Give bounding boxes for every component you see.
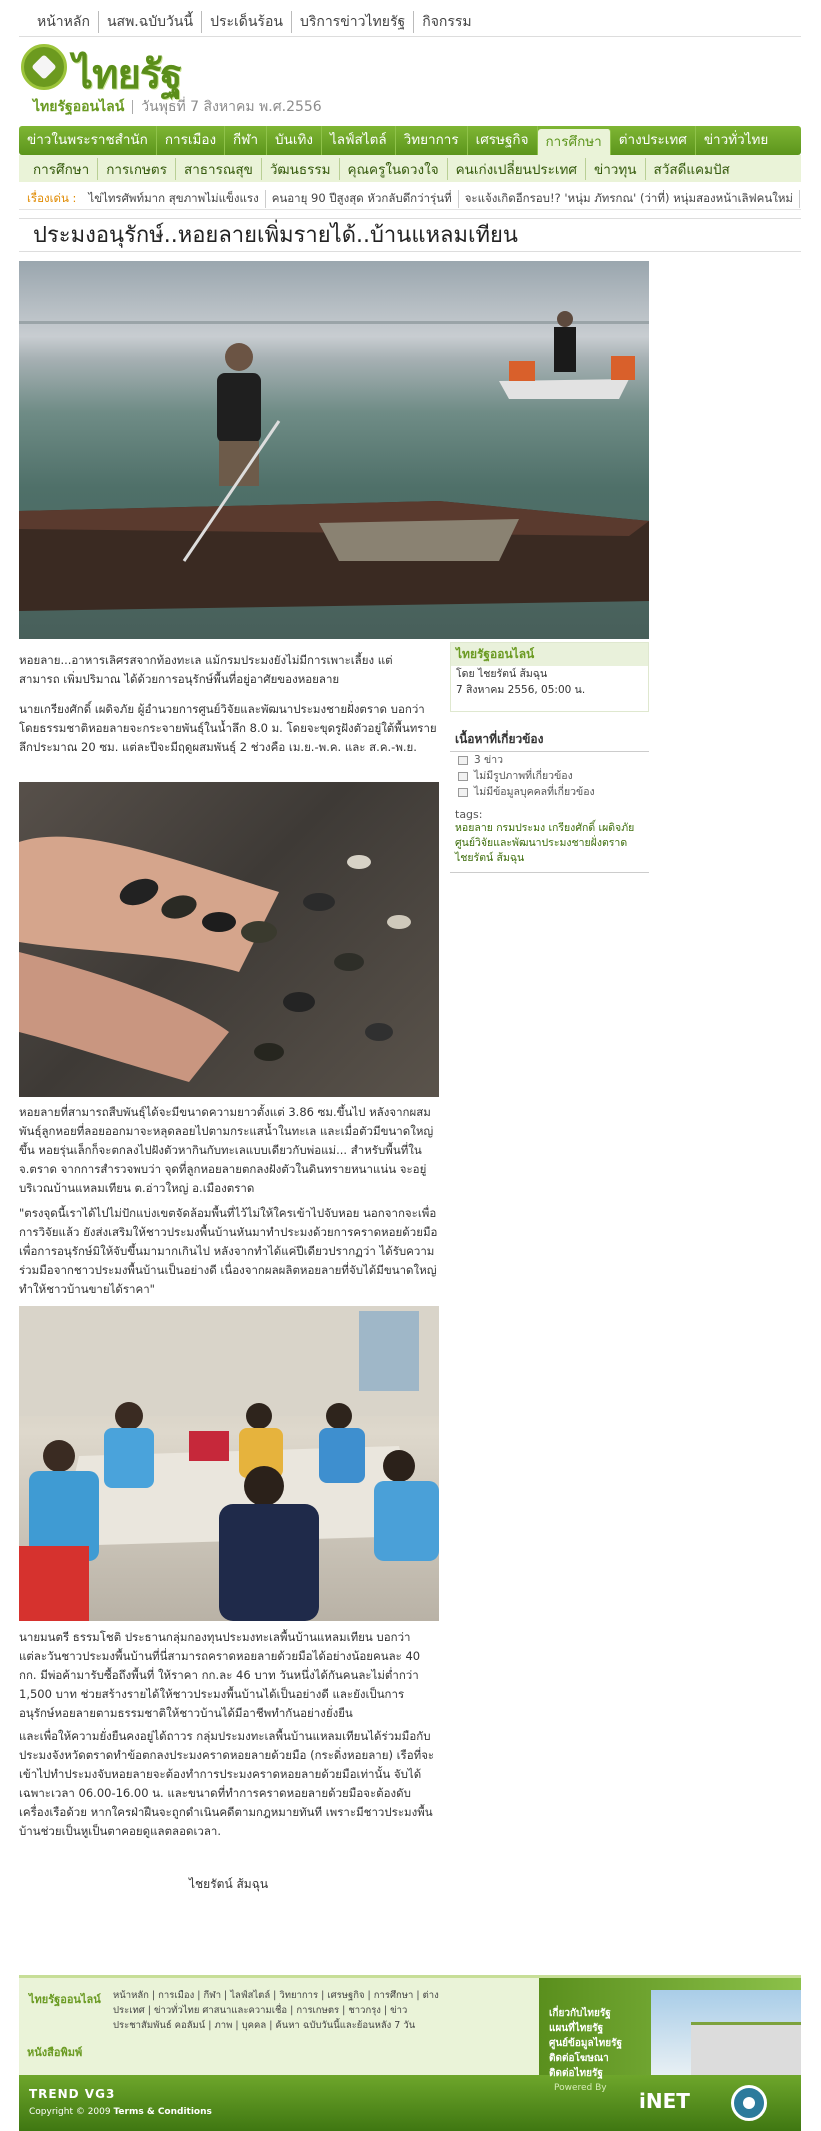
page	[19, 0, 801, 2131]
article-byline: ไชยรัตน์ ส้มฉุน	[189, 1877, 269, 1891]
site-logo[interactable]	[21, 42, 191, 98]
article-title: ประมงอนุรักษ์..หอยลายเพิ่มรายได้..บ้านแหลมเทียน	[33, 223, 518, 248]
top-links	[29, 12, 480, 32]
subnav-talents[interactable]: คนเก่งเปลี่ยนประเทศ	[448, 158, 586, 180]
related-people-label: ไม่มีข้อมูลบุคคลที่เกี่ยวข้อง	[474, 786, 595, 798]
photo-boat-illustration	[19, 261, 649, 639]
eye-logo-icon[interactable]	[731, 2085, 767, 2121]
main-nav	[19, 126, 801, 155]
article-paragraph: "ตรงจุดนี้เราได้ไปไม่ปักแบ่งเขตจัดล้อมพื้นที่ไว้ไม่ให้ใครเข้าไปจับหอย นอกจากจะเพื่อการวิจัยแล้ว ยังส่งเสริมให้ชาวประมงพื้นบ้านหันมาทำประมงด้วยการคราดหอยด้วยมือ เพื่อการอนุรักษ์มิให้จับขึ้นมามากเกินไป หลังจากทำได้แค่ปีเดียวปรากฏว่า ได้รับความร่วมมือจากชาวประมงพื้นบ้านเป็นอย่างดี เนื่องจากผลผลิตหอยลายที่จับได้มีขนาดใหญ่ ทำให้ชาวบ้านขายได้ราคา"	[19, 1206, 438, 1296]
site-line	[33, 96, 322, 118]
nav-economy[interactable]: เศรษฐกิจ	[468, 126, 538, 155]
related-header: เนื้อหาที่เกี่ยวข้อง	[450, 728, 649, 752]
article-paragraph: หอยลายที่สามารถสืบพันธุ์ได้จะมีขนาดความยาวตั้งแต่ 3.86 ซม.ขึ้นไป หลังจากผสมพันธุ์ลูกหอยที่ลอยออกมาจะหลุดลอยไปตามกระแสน้ำในทะเล และเมื่อตัวมีขนาดใหญ่ขึ้น หอยรุ่นเล็กก็จะตกลงไปฝังตัวหากินกับทะเลแบบเดียวกับพ่อแม่... สำหรับพื้นที่ใน จ.ตราด จากการสำรวจพบว่า จุดที่ลูกหอยลายตกลงฝังตัวในดินทรายหนาแน่น จะอยู่บริเวณบ้านแหลมเทียน ต.อ่าวใหญ่ อ.เมืองตราด	[19, 1105, 434, 1195]
article-info-box	[450, 642, 649, 712]
subnav-scholarships[interactable]: ข่าวทุน	[586, 158, 646, 180]
subnav-public-health[interactable]: สาธารณสุข	[176, 158, 262, 180]
footer-promo-links	[549, 2006, 622, 2081]
photo-boat-clam-harvest	[19, 261, 649, 639]
ticker-item[interactable]: ไข่ไทรศัพท์มาก สุขภาพไม่แข็งแรง	[82, 190, 265, 208]
copyright-text: Copyright © 2009	[29, 2107, 111, 2117]
subnav-education[interactable]: การศึกษา	[25, 158, 98, 180]
info-box-header: ไทยรัฐออนไลน์	[451, 643, 648, 666]
ticker-label: เรื่องเด่น :	[27, 190, 77, 205]
promo-link-info-center[interactable]: ศูนย์ข้อมูลไทยรัฐ	[549, 2038, 622, 2049]
footer-bottom-bar	[19, 2075, 801, 2131]
promo-link-about[interactable]: เกี่ยวกับไทยรัฐ	[549, 2008, 611, 2019]
related-news-count[interactable]	[450, 752, 649, 768]
footer-newspaper[interactable]: หนังสือพิมพ์	[27, 2046, 83, 2059]
headline-ticker	[19, 188, 801, 210]
related-news-label: 3 ข่าว	[474, 754, 503, 766]
promo-link-contact[interactable]: ติดต่อไทยรัฐ	[549, 2068, 603, 2079]
nav-politics[interactable]: การเมือง	[157, 126, 225, 155]
toplink-todays-paper[interactable]: นสพ.ฉบับวันนี้	[99, 11, 202, 33]
nav-entertainment[interactable]: บันเทิง	[267, 126, 322, 155]
top-divider	[19, 36, 801, 37]
trend-vg3-logo: TREND VG3	[29, 2087, 116, 2101]
building-image	[651, 1990, 801, 2075]
nav-lifestyle[interactable]: ไลฟ์สไตล์	[322, 126, 396, 155]
site-name[interactable]: ไทยรัฐออนไลน์	[33, 99, 125, 115]
ticker-item[interactable]: จะแจ้งเกิดอีกรอบ!? 'หนุ่ม ภัทรกณ' (ว่าที่) หนุ่มสองหน้าเลิฟคนใหม่	[459, 190, 800, 208]
related-images	[450, 768, 649, 784]
nav-royal-news[interactable]: ข่าวในพระราชสำนัก	[19, 126, 157, 155]
publish-datetime: 7 สิงหาคม 2556, 05:00 น.	[456, 684, 586, 696]
subnav-beloved-teacher[interactable]: คุณครูในดวงใจ	[340, 158, 448, 180]
article-paragraph: และเพื่อให้ความยั่งยืนคงอยู่ได้ถาวร กลุ่มประมงทะเลพื้นบ้านแหลมเทียนได้ร่วมมือกับประมงจังหวัดตราดทำข้อตกลงประมงคราดหอยลายด้วยมือ (กระดิ่งหอยลาย) เรือที่จะเข้าไปทำประมงจับหอยลายจะต้องทำการประมงคราดหอยลายด้วยมือเท่านั้น จับได้เฉพาะเวลา 06.00-16.00 น. และขนาดที่ทำการคราดหอยลายด้วยมือจะต้องดับเครื่องเรือด้วย หากใครฝ่าฝืนจะถูกดำเนินคดีตามกฎหมายทันที เพราะมีชาวประมงพื้นบ้านช่วยเป็นหูเป็นตาคอยดูแลตลอดเวลา.	[19, 1729, 435, 1838]
footer-links[interactable]: หน้าหลัก | การเมือง | กีฬา | ไลฟ์สไตล์ | วิทยาการ | เศรษฐกิจ | การศึกษา | ต่างประเทศ | ข่าวทั่วไทย ศาสนาและความเชื่อ | การเกษตร | ชาวกรุง | ข่าวประชาสัมพันธ์ คอลัมน์ | ภาพ | บุคคล | ค้นหา ฉบับวันนี้และย้อนหลัง 7 วัน	[113, 1990, 439, 2031]
inet-logo[interactable]: iNET	[639, 2089, 690, 2113]
footer	[19, 1975, 801, 2131]
powered-by-label: Powered By	[554, 2083, 607, 2093]
article-paragraph: นายมนตรี ธรรมโชติ ประธานกลุ่มกองทุนประมงทะเลพื้นบ้านแหลมเทียน บอกว่า แต่ละวันชาวประมงพื้นบ้านที่นี่สามารถคราดหอยลายด้วยมือได้อย่างน้อยคนละ 40 กก. มีพ่อค้ามารับซื้อถึงพื้นที่ ให้ราคา กก.ละ 46 บาท วันหนึ่งได้กันคนละไม่ต่ำกว่า 1,500 บาท ช่วยสร้างรายได้ให้ชาวประมงพื้นบ้านได้เป็นอย่างดี และยังเป็นการอนุรักษ์หอยลายตามธรรมชาติให้ชาวบ้านได้มีอาชีพทำกันอย่างยั่งยืน	[19, 1630, 421, 1720]
nav-science[interactable]: วิทยาการ	[396, 126, 468, 155]
article-header	[19, 218, 801, 252]
subnav-culture[interactable]: วัฒนธรรม	[262, 158, 340, 180]
tags-label: tags:	[455, 808, 483, 821]
person-card-icon	[458, 788, 468, 797]
subnav-campus[interactable]: สวัสดีแคมปัส	[653, 161, 730, 178]
photo-meeting-illustration	[19, 1306, 439, 1621]
sub-nav	[19, 155, 801, 182]
divider	[132, 100, 133, 114]
nav-education[interactable]: การศึกษา	[538, 129, 611, 155]
subnav-agriculture[interactable]: การเกษตร	[98, 158, 176, 180]
footer-main	[19, 1975, 801, 2079]
toplink-news-service[interactable]: บริการข่าวไทยรัฐ	[292, 11, 414, 33]
nav-world[interactable]: ต่างประเทศ	[611, 126, 696, 155]
terms-link[interactable]: Terms & Conditions	[113, 2107, 212, 2117]
ticker-item[interactable]: คนอายุ 90 ปีสูงสุด หัวกลับดึกว่ารุ่นที่	[266, 190, 459, 208]
toplink-activities[interactable]: กิจกรรม	[422, 14, 472, 30]
tag-links[interactable]: หอยลาย กรมประมง เกรียงศักดิ์ เผดิจภัย ศูนย์วิจัยและพัฒนาประมงชายฝั่งตราด ไชยรัตน์ ส้มฉุน	[455, 822, 635, 864]
current-date: วันพุธที่ 7 สิงหาคม พ.ศ.2556	[141, 99, 322, 115]
related-people	[450, 784, 649, 800]
news-icon	[458, 756, 468, 765]
divider	[450, 872, 649, 873]
related-content	[450, 728, 649, 873]
logo-text: ไทยรัฐ	[73, 52, 182, 98]
photo-clams-illustration	[19, 782, 439, 1097]
toplink-hot-issues[interactable]: ประเด็นร้อน	[202, 11, 292, 33]
article-paragraph: หอยลาย...อาหารเลิศรสจากท้องทะเล แม้กรมประมงยังไม่มีการเพาะเลี้ยง แต่สามารถ เพิ่มปริมาณ ได้ด้วยการอนุรักษ์พื้นที่อยู่อาศัยของหอยลาย	[19, 653, 393, 686]
promo-link-advertise[interactable]: ติดต่อโฆษณา	[549, 2053, 609, 2064]
toplink-home[interactable]: หน้าหลัก	[29, 11, 99, 33]
promo-link-map[interactable]: แผนที่ไทยรัฐ	[549, 2023, 604, 2034]
footer-promo	[539, 1978, 801, 2078]
author-line: โดย ไชยรัตน์ ส้มฉุน	[456, 668, 548, 680]
related-images-label: ไม่มีรูปภาพที่เกี่ยวข้อง	[474, 770, 573, 782]
photo-clams-in-hand	[19, 782, 439, 1097]
photo-fishermen-meeting	[19, 1306, 439, 1621]
footer-site-name[interactable]: ไทยรัฐออนไลน์	[29, 1993, 101, 2006]
logo-emblem-icon	[21, 44, 67, 90]
copyright	[29, 2107, 212, 2117]
article-paragraph: นายเกรียงศักดิ์ เผดิจภัย ผู้อำนวยการศูนย์วิจัยและพัฒนาประมงชายฝั่งตราด บอกว่า โดยธรรมชาติหอยลายจะกระจายพันธุ์ในน้ำลึก 8.0 ม. โดยจะขุดรูฝังตัวอยู่ใต้พื้นทรายลึกประมาณ 20 ซม. แต่ละปีจะมีฤดูผสมพันธุ์ 2 ช่วงคือ เม.ย.-พ.ค. และ ส.ค.-พ.ย.	[19, 702, 437, 754]
nav-nationwide[interactable]: ข่าวทั่วไทย	[703, 132, 769, 148]
camera-icon	[458, 772, 468, 781]
nav-sports[interactable]: กีฬา	[225, 126, 267, 155]
